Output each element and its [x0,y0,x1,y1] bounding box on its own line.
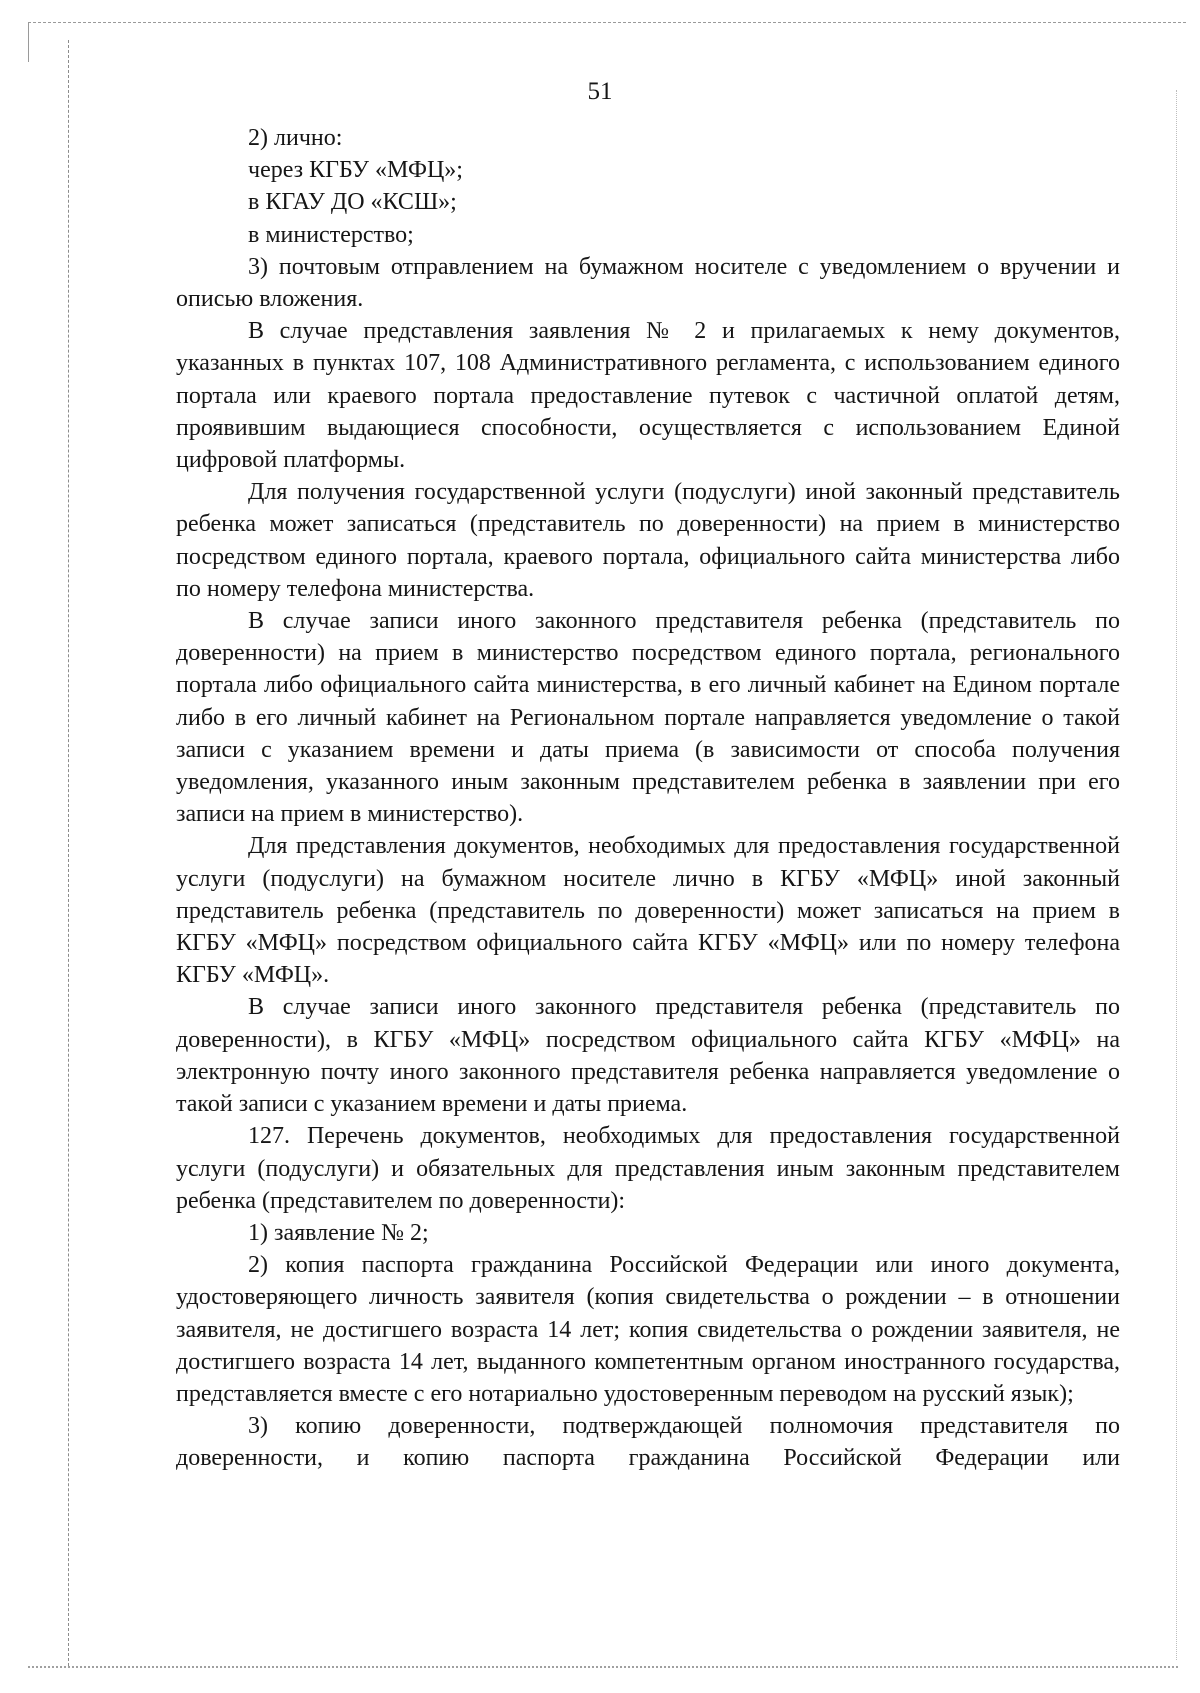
paragraph: 127. Перечень документов, необходимых для предоставления государственной услуги (подуслуги) и обязательных для представления иным законным представителем ребенка (представителем по доверенности): [176,1123,1120,1214]
scan-border-bottom [28,1666,1178,1668]
paragraph: 3) почтовым отправлением на бумажном носителе с уведомлением о вручении и описью вложения. [176,253,1120,313]
paragraph: 2) копия паспорта гражданина Российской Федерации или иного документа, удостоверяющего личность заявителя (копия свидетельства о рождении – в отношении заявителя, не достигшего возраста 14 лет; копия свидетельства о рождении заявителя, не достигшего возраста 14 лет, выданного компетентным органом иностранного государства, представляется вместе с его нотариально удостоверенным переводом на русский язык); [176,1252,1120,1407]
scan-border-right [1176,90,1177,1660]
paragraph: Для представления документов, необходимых для предоставления государственной услуги (подуслуги) на бумажном носителе лично в КГБУ «МФЦ» иной законный представитель ребенка (представитель по доверенности) может записаться на прием в КГБУ «МФЦ» посредством официального сайта КГБУ «МФЦ» или по номеру телефона КГБУ «МФЦ». [176,833,1120,989]
page-number: 51 [587,78,613,105]
scan-border-top [28,22,1186,23]
paragraph: В случае представления заявления № 2 и прилагаемых к нему документов, указанных в пунктах 107, 108 Административного регламента, с использованием единого портала или краевого портала предоставление путевок с частичной оплатой детям, проявившим выдающиеся способности, осуществляется с использованием Единой цифровой платформы. [176,318,1120,474]
scan-border-left [68,40,69,1666]
document-body [176,122,1120,1475]
paragraph: 1) заявление № 2; [248,1219,429,1246]
scan-border-corner [28,22,29,62]
paragraph: 3) копию доверенности, подтверждающей полномочия представителя по доверенности, и копию паспорта гражданина Российской Федерации или [176,1413,1120,1472]
paragraph: 2) лично: [248,125,343,151]
paragraph: через КГБУ «МФЦ»; [248,157,463,184]
paragraph: в министерство; [248,221,414,248]
paragraph: В случае записи иного законного представителя ребенка (представитель по доверенности) на прием в министерство посредством единого портала, регионального портала либо официального сайта министерства, в его личный кабинет на Едином портале либо в его личный кабинет на Региональном портале направляется уведомление о такой записи с указанием времени и даты приема (в зависимости от способа получения уведомления, указанного иным законным представителем ребенка в заявлении при его записи на прием в министерство). [176,608,1120,828]
paragraph: в КГАУ ДО «КСШ»; [248,189,457,216]
paragraph: В случае записи иного законного представителя ребенка (представитель по доверенности), в КГБУ «МФЦ» посредством официального сайта КГБУ «МФЦ» на электронную почту иного законного представителя ребенка направляется уведомление о такой записи с указанием времени и даты приема. [176,994,1120,1118]
paragraph: Для получения государственной услуги (подуслуги) иной законный представитель ребенка может записаться (представитель по доверенности) на прием в министерство посредством единого портала, краевого портала, официального сайта министерства либо по номеру телефона министерства. [176,479,1120,602]
